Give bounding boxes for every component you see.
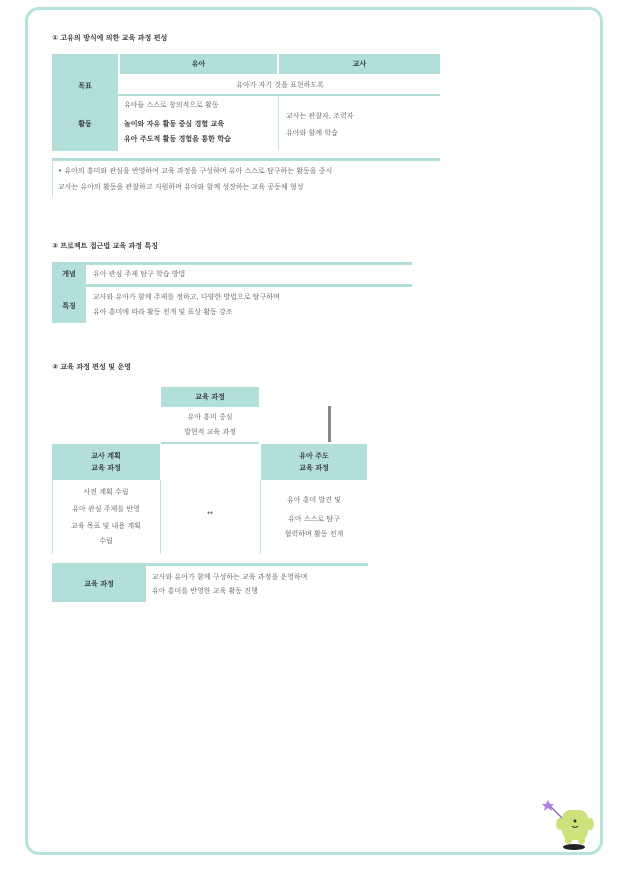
summary-label-cell xyxy=(52,566,146,602)
row1-value: 유아가 자기 것을 표현하도록 xyxy=(236,81,324,89)
row1-label-cell xyxy=(52,54,118,96)
row2-label-cell xyxy=(52,96,118,151)
row2-col-divider xyxy=(278,96,279,151)
concept-value: 유아 관심 주제 탐구 학습 방법 xyxy=(93,270,186,278)
feature-label: 특징 xyxy=(62,302,76,310)
right-box-label-2: 교육 과정 xyxy=(299,464,329,472)
left-box-line-4: 수립 xyxy=(99,537,113,545)
row1-divider xyxy=(118,94,440,96)
right-box-header xyxy=(261,444,367,480)
feature-line-2: 유아 흥미에 따라 활동 전개 및 표상 활동 강조 xyxy=(93,308,233,316)
note-top-rule xyxy=(52,158,440,161)
row2-b-line-2: 유아와 함께 학습 xyxy=(286,129,338,137)
summary-line-1: 교사와 유아가 함께 구성하는 교육 과정을 운영하며 xyxy=(152,573,308,581)
note-line-2: 교사는 유아의 활동을 관찰하고 지원하며 유아와 함께 성장하는 교육 공동체 형성 xyxy=(58,183,304,191)
monster-mascot-icon xyxy=(540,796,604,854)
col-b-label: 교사 xyxy=(352,60,367,68)
right-box-line-3: 협력하며 활동 전개 xyxy=(284,530,344,538)
right-box-line-2: 유아 스스로 탐구 xyxy=(288,515,340,523)
concept-label-cell xyxy=(52,262,86,284)
row2-b-line-1: 교사는 관찰자, 조력자 xyxy=(286,112,354,120)
row2-a-line-2: 놀이와 자유 활동 중심 경험 교육 xyxy=(124,120,225,128)
left-box-left-rule xyxy=(52,480,53,554)
section2-mid-rule xyxy=(52,284,412,287)
section3-heading: ③ 교육 과정 편성 및 운영 xyxy=(52,363,131,371)
summary-line-2: 유아 흥미를 반영한 교육 활동 진행 xyxy=(152,587,258,595)
top-box-line-1: 유아 흥미 중심 xyxy=(187,413,233,421)
left-box-line-3: 교육 목표 및 내용 계획 xyxy=(71,522,141,530)
note-left-rule xyxy=(52,161,53,197)
top-box-header xyxy=(161,387,259,407)
left-box-label-2: 교육 과정 xyxy=(91,464,121,472)
row1-label: 목표 xyxy=(78,82,92,90)
left-box-header xyxy=(52,444,160,480)
section2-heading: ② 프로젝트 접근법 교육 과정 특징 xyxy=(52,242,159,250)
section2-top-rule xyxy=(52,262,412,265)
col-b-header xyxy=(279,54,440,74)
row2-a-line-1: 유아들 스스로 창의적으로 활동 xyxy=(124,101,219,109)
middle-mark: ↔ xyxy=(207,509,213,517)
col-a-label: 유아 xyxy=(191,60,206,68)
wand-star-icon xyxy=(542,800,554,811)
note-line-1: • 유아의 흥미와 관심을 반영하여 교육 과정을 구성하며 유아 스스로 탐구하는 활동을 중시 xyxy=(58,167,333,175)
magic-wand-icon xyxy=(550,806,564,820)
left-box-label-1: 교사 계획 xyxy=(91,452,121,460)
row2-a-line-3: 유아 주도적 활동 경험을 통한 학습 xyxy=(124,135,231,143)
feature-label-cell xyxy=(52,287,86,323)
row2-label: 활동 xyxy=(78,120,92,128)
top-box-line-2: 발현적 교육 과정 xyxy=(184,428,236,436)
feature-line-1: 교사와 유아가 함께 주제를 정하고, 다양한 방법으로 탐구하며 xyxy=(93,293,280,301)
col-a-header xyxy=(120,54,277,74)
connector-line xyxy=(328,406,331,442)
top-box-label: 교육 과정 xyxy=(195,393,225,401)
top-box-bottom-rule xyxy=(161,442,259,444)
summary-label: 교육 과정 xyxy=(84,580,114,588)
section1-heading: ① 고유의 방식에 의한 교육 과정 편성 xyxy=(52,34,168,42)
left-box-line-1: 사전 계획 수립 xyxy=(83,488,129,496)
right-box-left-rule xyxy=(260,480,261,554)
right-box-label-1: 유아 주도 xyxy=(299,452,329,460)
right-box-line-1: 유아 흥미 발견 및 xyxy=(286,496,341,504)
concept-label: 개념 xyxy=(62,270,76,278)
left-box-line-2: 유아 관심 주제를 반영 xyxy=(72,505,140,513)
